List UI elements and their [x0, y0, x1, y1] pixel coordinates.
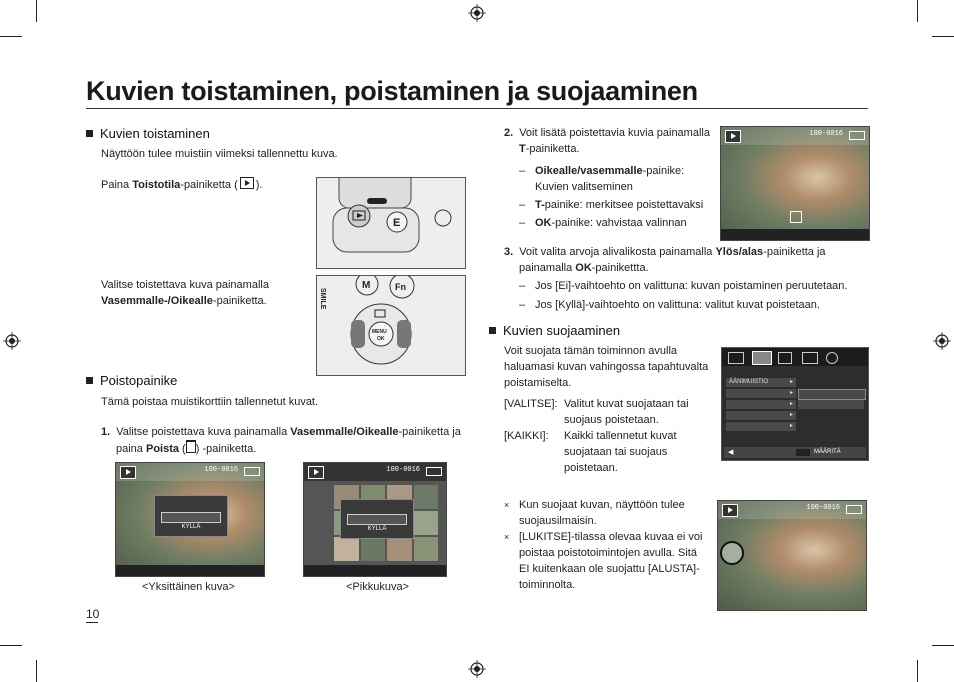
battery-icon — [846, 505, 862, 514]
svg-text:SMILE: SMILE — [319, 288, 326, 310]
step-3-bullets: – Jos [Ei]-vaihtoehto on valittuna: kuvan poistaminen peruutetaan. – Jos [Kyllä]-vaihtoehto on valittuna: valitut kuvat poistetaan. — [519, 280, 848, 311]
page-number: 10 — [86, 607, 100, 621]
section-heading-delete: Poistopainike — [86, 373, 177, 388]
lcd-single-image — [115, 462, 265, 577]
lcd-bottom-bar — [304, 565, 446, 576]
crop-mark — [0, 36, 22, 37]
select-image-instruction: Valitse toistettava kuva painamalla Vasemmalle-/Oikealle-painiketta. — [101, 279, 269, 307]
battery-icon — [849, 131, 865, 140]
note-mark: × — [504, 500, 510, 510]
settings-tab-icon[interactable] — [826, 352, 838, 364]
battery-icon — [244, 467, 260, 476]
svg-text:MENU: MENU — [372, 329, 387, 335]
dialog-option[interactable] — [161, 512, 221, 523]
menu-row[interactable] — [726, 389, 796, 398]
crop-mark — [0, 645, 22, 646]
playback-mode-icon — [120, 466, 136, 479]
protect-intro: Voit suojata tämän toiminnon avulla haluamasi kuvan vahingossa tapahtuvalta poistamiselta. — [504, 345, 709, 389]
menu-footer — [724, 447, 866, 458]
svg-text:OK: OK — [377, 336, 385, 342]
menu-row[interactable] — [726, 411, 796, 420]
caption-single-image: <Yksittäinen kuva> — [142, 581, 235, 593]
crop-mark — [36, 0, 37, 22]
svg-text:E: E — [393, 217, 401, 229]
crop-mark — [917, 0, 918, 22]
file-counter: 100-0016 — [204, 466, 238, 474]
lcd-protected-image — [717, 500, 867, 611]
step-1: 1. Valitse poistettava kuva painamalla Vasemmalle/Oikealle-painiketta ja paina Poista ( ) -painiketta. — [101, 426, 461, 455]
protect-options: [VALITSE]: Valitut kuvat suojataan tai suojaus poistetaan. [KAIKKI]: Kaikki tallennetut kuvat suojataan tai suojaus poistetaan. — [504, 398, 689, 474]
press-playback-instruction: Paina Toistotila-painiketta ( ). — [101, 179, 263, 191]
menu-row-voice-memo[interactable]: ÄÄNIMUISTIO ▸ — [726, 378, 796, 387]
note-2: × [LUKITSE]-tilassa olevaa kuvaa ei voi poistaa poistotoimintojen avulla. Sitä EI kuitenkaan ole suojattu [ALUSTA]- toiminnolta. — [504, 531, 703, 591]
file-counter: 100-0016 — [386, 466, 420, 474]
submenu-option-selected[interactable] — [798, 400, 864, 409]
registration-mark-icon — [933, 332, 951, 350]
note-mark: × — [504, 532, 510, 542]
playback-intro: Näyttöön tulee muistiin viimeksi tallennettu kuva. — [101, 148, 338, 160]
set-label[interactable]: MÄÄRITÄ — [814, 449, 841, 455]
camera-tab-icon[interactable] — [728, 352, 744, 364]
section-heading-protect: Kuvien suojaaminen — [489, 323, 620, 338]
lcd-bottom-bar — [721, 229, 869, 240]
svg-text:Fn: Fn — [395, 282, 406, 292]
dialog-yes-label[interactable]: KYLLÄ — [181, 524, 201, 530]
caption-thumbnail: <Pikkukuva> — [346, 581, 409, 593]
option-key: [KAIKKI]: — [504, 430, 549, 442]
playback-mode-icon — [725, 130, 741, 143]
title-rule — [86, 108, 868, 109]
menu-row[interactable] — [726, 422, 796, 431]
playback-mode-icon — [308, 466, 324, 479]
submenu-option[interactable] — [798, 389, 866, 400]
crop-mark — [36, 660, 37, 682]
lcd-multi-select — [720, 126, 870, 241]
camera-dpad-illustration — [316, 275, 466, 376]
play-button-icon — [240, 177, 254, 189]
registration-mark-icon — [468, 4, 486, 22]
dialog-yes-label[interactable]: KYLLÄ — [367, 526, 387, 532]
crop-mark — [932, 645, 954, 646]
camera-buttons-icon — [317, 178, 465, 268]
display-tab-icon[interactable] — [802, 352, 818, 364]
registration-mark-icon — [3, 332, 21, 350]
trash-icon — [186, 440, 196, 453]
delete-mark-icon — [790, 211, 802, 223]
back-arrow-icon[interactable]: ◀ — [728, 449, 734, 456]
lcd-thumbnail-view — [303, 462, 447, 577]
registration-mark-icon — [468, 660, 486, 678]
file-counter: 100-0016 — [806, 504, 840, 512]
page-number-rule — [86, 622, 98, 623]
dialog-option[interactable] — [347, 514, 407, 525]
lcd-bottom-bar — [116, 565, 264, 576]
playback-tab-icon[interactable] — [752, 351, 772, 365]
note-1: × Kun suojaat kuvan, näyttöön tulee suojausilmaisin. — [504, 499, 685, 527]
playback-mode-icon — [722, 504, 738, 517]
option-key: [VALITSE]: — [504, 398, 558, 410]
camera-back-illustration — [316, 177, 466, 269]
crop-mark — [917, 660, 918, 682]
delete-intro: Tämä poistaa muistikorttiin tallennetut kuvat. — [101, 396, 319, 408]
protect-key-icon — [720, 541, 744, 565]
menu-tab-bar — [722, 348, 868, 366]
menu-row[interactable] — [726, 400, 796, 409]
section-heading-playback: Kuvien toistaminen — [86, 126, 210, 141]
lcd-protect-menu — [721, 347, 869, 461]
battery-icon — [426, 467, 442, 476]
step-3: 3. Voit valita arvoja alivalikosta painamalla Ylös/alas-painiketta ja painamalla OK-painikettta. — [504, 246, 826, 274]
sound-tab-icon[interactable] — [778, 352, 792, 364]
dpad-icon — [317, 276, 465, 375]
crop-mark — [932, 36, 954, 37]
ok-key-icon — [796, 449, 810, 456]
delete-dialog — [154, 495, 228, 537]
step-2: 2. Voit lisätä poistettavia kuvia painamalla T-painiketta. — [504, 127, 710, 155]
step-2-bullets: – Oikealle/vasemmalle-painike: Kuvien valitseminen – T-painike: merkitsee poistettavaksi – OK-painike: vahvistaa valinnan — [519, 165, 704, 229]
file-counter: 100-0016 — [809, 130, 843, 138]
svg-text:M: M — [362, 280, 371, 291]
page-title: Kuvien toistaminen, poistaminen ja suojaaminen — [86, 76, 698, 106]
delete-dialog — [340, 499, 414, 539]
